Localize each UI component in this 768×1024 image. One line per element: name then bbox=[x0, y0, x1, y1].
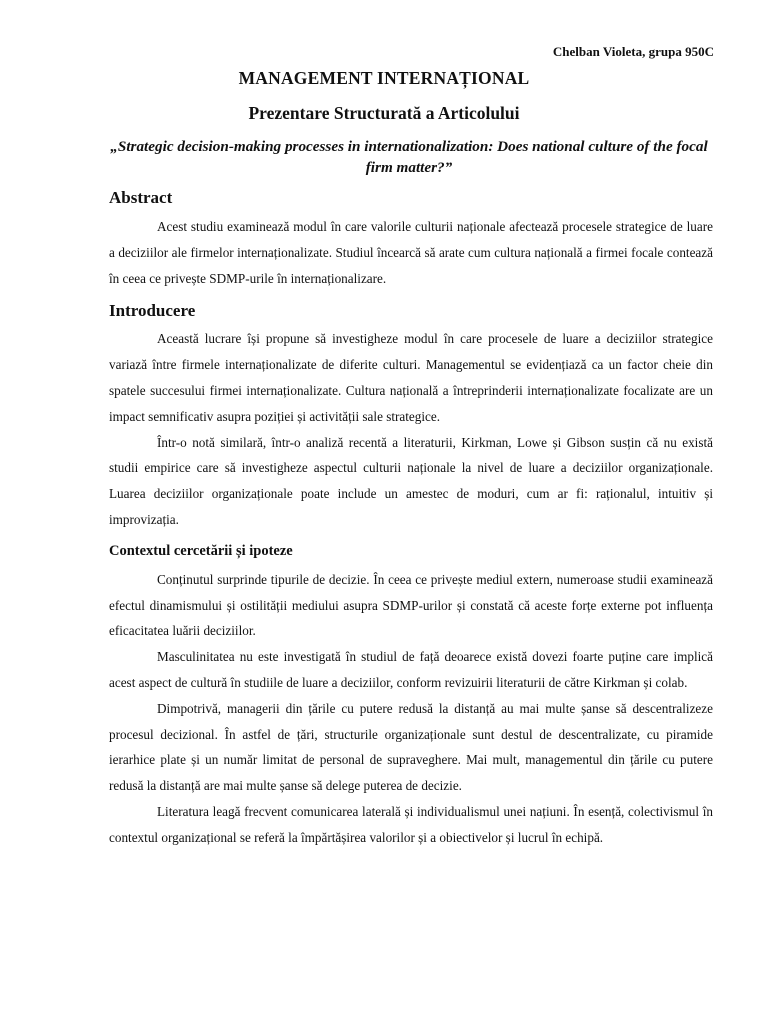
author-line: Chelban Violeta, grupa 950C bbox=[552, 44, 714, 59]
context-paragraph: Dimpotrivă, managerii din țările cu putere redusă la distanță au mai multe șanse să descentralizeze procesul decizional. În astfel de țări, structurile organizaționale sunt destul de descentralizate, cu piramide ierarhice plate și un număr limitat de personal de supraveghere. Mai mult, managementul din țările cu putere redusă la distanță are mai multe șanse să delege puterea de decizie. bbox=[109, 700, 713, 794]
section-abstract bbox=[109, 186, 713, 291]
introduction-paragraph: Într-o notă similară, într-o analiză recentă a literaturii, Kirkman, Lowe și Gibson susțin că nu există studii empirice care să investigheze aspectul culturii naționale la nivel de luare a deciziilor organizaționale. Luarea deciziilor organizaționale poate include un amestec de moduri, cum ar fi: raționalul, intuitiv și improvizația. bbox=[109, 434, 713, 527]
section-heading-context: Contextul cercetării și ipoteze bbox=[109, 542, 293, 559]
context-paragraph: Conținutul surprinde tipurile de decizie. În ceea ce privește mediul extern, numeroase studii examinează efectul dinamismului și ostilității mediului asupra SDMP-urilor și constată că aceste forțe externe pot influența eficacitatea luării deciziilor. bbox=[109, 571, 713, 639]
section-introduction bbox=[109, 299, 713, 532]
article-title: „Strategic decision-making processes in internationalization: Does national culture of the focal firm matter?” bbox=[110, 138, 708, 176]
introduction-paragraph: Această lucrare își propune să investigheze modul în care procesele de luare a deciziilor strategice variază între firmele internaționalizate de diferite culturi. Managementul se evidențiază ca un factor cheie din spatele succesului firmei internaționalizate. Cultura națională a întreprinderii internaționalizate focalizate are un impact semnificativ asupra poziției și activității sale strategice. bbox=[109, 331, 713, 424]
document-title: MANAGEMENT INTERNAȚIONAL bbox=[238, 68, 530, 88]
section-heading-introduction: Introducere bbox=[109, 301, 196, 321]
context-paragraph: Masculinitatea nu este investigată în studiul de față deoarece există dovezi foarte puține care implică acest aspect de cultură în studiile de luare a deciziilor, conform revizuirii literaturii de către Kirkman și colab. bbox=[109, 649, 713, 690]
document-subtitle: Prezentare Structurată a Articolului bbox=[248, 103, 520, 123]
abstract-paragraph: Acest studiu examinează modul în care valorile culturii naționale afectează procesele strategice de luare a deciziilor ale firmelor internaționalizate. Studiul încearcă să arate cum cultura națională a firmei focale contează în ceea ce privește SDMP-urile în internaționalizare. bbox=[109, 219, 713, 286]
document-body bbox=[109, 186, 713, 851]
section-context bbox=[109, 539, 713, 851]
section-heading-abstract: Abstract bbox=[109, 188, 173, 207]
context-paragraph: Literatura leagă frecvent comunicarea laterală și individualismul unei națiuni. În esență, colectivismul în contextul organizațional se referă la împărtășirea valorilor și a obiectivelor și lucrul în echipă. bbox=[109, 803, 713, 845]
